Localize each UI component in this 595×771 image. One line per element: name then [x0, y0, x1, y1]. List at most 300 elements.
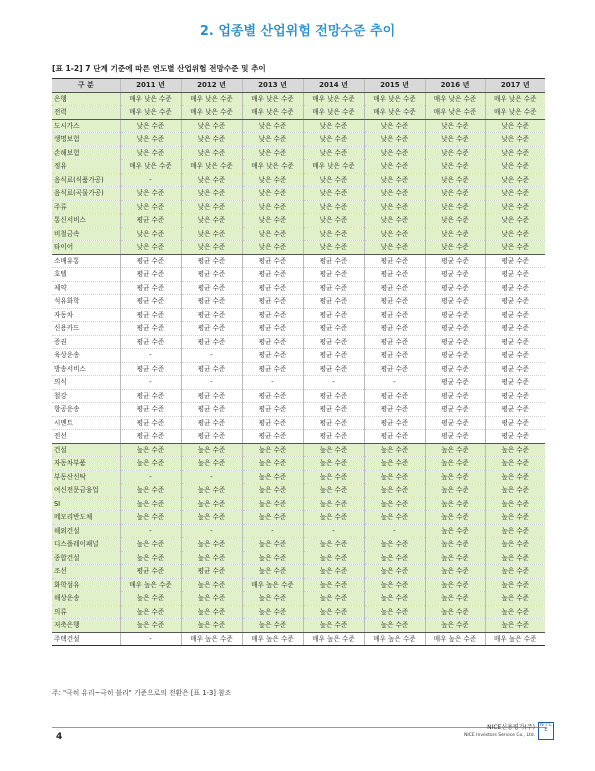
risk-level-cell: 낮은 수준	[303, 133, 364, 147]
risk-level-cell: 높은 수준	[242, 470, 303, 484]
risk-level-cell: 평균 수준	[181, 322, 242, 336]
risk-level-cell: 평균 수준	[120, 254, 181, 268]
risk-level-cell: 높은 수준	[485, 457, 545, 471]
risk-level-cell: 높은 수준	[120, 538, 181, 552]
risk-level-cell: 높은 수준	[485, 565, 545, 579]
risk-level-cell: 높은 수준	[181, 497, 242, 511]
risk-level-cell: 평균 수준	[120, 308, 181, 322]
risk-level-cell: 평균 수준	[242, 389, 303, 403]
industry-label: 도시가스	[52, 119, 120, 133]
risk-level-cell: 낮은 수준	[485, 200, 545, 214]
industry-label: 방송서비스	[52, 362, 120, 376]
risk-level-cell: 높은 수준	[425, 551, 485, 565]
industry-label: 석유화학	[52, 295, 120, 309]
risk-level-cell: 높은 수준	[485, 511, 545, 525]
risk-level-cell: 높은 수준	[120, 592, 181, 606]
table-row	[52, 268, 545, 282]
risk-level-cell: 매우 낮은 수준	[120, 160, 181, 174]
risk-level-cell: 낮은 수준	[303, 227, 364, 241]
risk-level-cell: 평균 수준	[485, 322, 545, 336]
table-row	[52, 281, 545, 295]
risk-level-cell: 높은 수준	[364, 457, 425, 471]
risk-level-cell: -	[120, 349, 181, 363]
risk-level-cell: 평균 수준	[364, 322, 425, 336]
industry-label: 해상운송	[52, 592, 120, 606]
industry-label: 화학섬유	[52, 578, 120, 592]
risk-level-cell: 낮은 수준	[242, 187, 303, 201]
risk-level-cell: 높은 수준	[425, 511, 485, 525]
table-row	[52, 619, 545, 633]
risk-level-cell: 높은 수준	[364, 605, 425, 619]
risk-level-cell: 높은 수준	[181, 511, 242, 525]
risk-level-cell: 평균 수준	[425, 322, 485, 336]
risk-level-cell: 평균 수준	[364, 335, 425, 349]
risk-level-cell: 낮은 수준	[485, 227, 545, 241]
risk-level-cell: 높은 수준	[242, 565, 303, 579]
table-caption: [표 1-2] 7 단계 기준에 따른 연도별 산업위험 전망수준 및 추이	[52, 64, 266, 73]
risk-level-cell: 높은 수준	[364, 511, 425, 525]
risk-level-cell: 낮은 수준	[120, 241, 181, 255]
table-row	[52, 119, 545, 133]
risk-level-cell: 평균 수준	[120, 335, 181, 349]
table-row	[52, 254, 545, 268]
risk-level-cell: 높은 수준	[303, 497, 364, 511]
risk-level-cell: 매우 낮은 수준	[485, 92, 545, 106]
risk-level-cell: 낮은 수준	[303, 187, 364, 201]
risk-level-cell: 높은 수준	[425, 497, 485, 511]
risk-level-cell: 높은 수준	[303, 484, 364, 498]
risk-level-table	[52, 78, 545, 646]
risk-level-cell: 평균 수준	[364, 254, 425, 268]
industry-label: 종합건설	[52, 551, 120, 565]
table-row	[52, 200, 545, 214]
risk-level-cell: 낮은 수준	[120, 146, 181, 160]
risk-level-cell: 낮은 수준	[364, 241, 425, 255]
risk-level-cell: 평균 수준	[120, 416, 181, 430]
risk-level-cell: 평균 수준	[181, 295, 242, 309]
industry-label: 철강	[52, 389, 120, 403]
header-year: 2013 년	[242, 79, 303, 93]
risk-level-cell: 높은 수준	[485, 619, 545, 633]
table-row	[52, 335, 545, 349]
risk-level-cell: -	[364, 376, 425, 390]
risk-level-cell: 평균 수준	[425, 295, 485, 309]
risk-level-cell: 낮은 수준	[303, 241, 364, 255]
risk-level-cell: 낮은 수준	[120, 200, 181, 214]
table-header-row	[52, 79, 545, 93]
risk-level-cell: 낮은 수준	[120, 119, 181, 133]
risk-level-cell: 평균 수준	[181, 281, 242, 295]
risk-level-cell: 평균 수준	[242, 403, 303, 417]
risk-level-cell: 매우 낮은 수준	[242, 106, 303, 120]
risk-level-cell: 낮은 수준	[425, 119, 485, 133]
risk-level-cell: 높은 수준	[485, 497, 545, 511]
risk-level-cell: 높은 수준	[120, 605, 181, 619]
risk-level-cell: 평균 수준	[364, 389, 425, 403]
industry-label: 의류	[52, 605, 120, 619]
risk-level-cell: 높은 수준	[181, 443, 242, 457]
risk-level-cell: 높은 수준	[242, 457, 303, 471]
risk-level-cell: 평균 수준	[485, 281, 545, 295]
risk-level-cell: 평균 수준	[242, 335, 303, 349]
risk-level-cell: 평균 수준	[485, 335, 545, 349]
risk-level-cell: 평균 수준	[242, 430, 303, 444]
industry-label: 손해보험	[52, 146, 120, 160]
risk-level-cell: 낮은 수준	[425, 227, 485, 241]
table-row	[52, 403, 545, 417]
risk-level-cell: 매우 낮은 수준	[425, 92, 485, 106]
industry-label: 여신전문금융업	[52, 484, 120, 498]
risk-level-cell: 평균 수준	[120, 214, 181, 228]
risk-level-cell: 높은 수준	[303, 565, 364, 579]
risk-level-cell: 매우 낮은 수준	[303, 160, 364, 174]
table-row	[52, 308, 545, 322]
risk-level-cell: 평균 수준	[485, 430, 545, 444]
risk-level-cell: 낮은 수준	[303, 146, 364, 160]
risk-level-cell: 낮은 수준	[181, 227, 242, 241]
risk-level-cell: 높은 수준	[364, 551, 425, 565]
industry-label: 신용카드	[52, 322, 120, 336]
risk-level-cell: -	[120, 524, 181, 538]
risk-level-cell: 높은 수준	[485, 443, 545, 457]
risk-level-cell: 낮은 수준	[485, 146, 545, 160]
risk-level-cell: -	[120, 173, 181, 187]
risk-level-cell: 평균 수준	[303, 295, 364, 309]
risk-level-cell: 낮은 수준	[485, 133, 545, 147]
risk-level-cell: 낮은 수준	[181, 119, 242, 133]
table-row	[52, 173, 545, 187]
header-year: 2016 년	[425, 79, 485, 93]
risk-level-cell: 높은 수준	[120, 551, 181, 565]
risk-level-cell: -	[181, 349, 242, 363]
risk-level-cell: -	[181, 470, 242, 484]
risk-level-cell: 평균 수준	[425, 416, 485, 430]
industry-label: SI	[52, 497, 120, 511]
risk-level-cell: 낮은 수준	[242, 200, 303, 214]
industry-label: 정유	[52, 160, 120, 174]
risk-level-cell: 평균 수준	[425, 308, 485, 322]
risk-level-cell: 낮은 수준	[485, 160, 545, 174]
table-row	[52, 362, 545, 376]
risk-level-cell: 매우 낮은 수준	[181, 160, 242, 174]
brand-subtitle: NICE Investors Service Co., Ltd.	[464, 733, 535, 738]
risk-level-cell: 높은 수준	[425, 592, 485, 606]
risk-level-cell: 높은 수준	[120, 511, 181, 525]
risk-level-cell: 평균 수준	[120, 565, 181, 579]
risk-level-cell: 높은 수준	[120, 484, 181, 498]
industry-label: 증권	[52, 335, 120, 349]
risk-level-cell: 평균 수준	[364, 281, 425, 295]
risk-level-cell: 높은 수준	[303, 619, 364, 633]
risk-level-cell: 낮은 수준	[425, 133, 485, 147]
risk-level-cell: 낮은 수준	[364, 160, 425, 174]
risk-level-cell: 평균 수준	[303, 308, 364, 322]
risk-level-cell: 높은 수준	[364, 484, 425, 498]
risk-level-cell: 평균 수준	[425, 430, 485, 444]
risk-level-cell: 높은 수준	[242, 484, 303, 498]
table-row	[52, 511, 545, 525]
footnote: 주: "극히 유리~극히 불리" 기준으로의 전환은 [표 1-3] 참조	[52, 689, 232, 697]
risk-level-cell: 높은 수준	[364, 619, 425, 633]
risk-level-cell: 낮은 수준	[120, 227, 181, 241]
industry-label: 제약	[52, 281, 120, 295]
risk-level-cell: 높은 수준	[303, 592, 364, 606]
risk-level-cell: 높은 수준	[425, 565, 485, 579]
risk-level-cell: 평균 수준	[303, 362, 364, 376]
industry-label: 주택건설	[52, 632, 120, 646]
table-row	[52, 187, 545, 201]
table-row	[52, 146, 545, 160]
risk-level-cell: 평균 수준	[485, 403, 545, 417]
table-row	[52, 322, 545, 336]
risk-level-cell: 높은 수준	[364, 470, 425, 484]
risk-level-cell: 높은 수준	[485, 592, 545, 606]
industry-label: 타이어	[52, 241, 120, 255]
risk-level-cell: 낮은 수준	[425, 200, 485, 214]
table-row	[52, 632, 545, 646]
risk-level-cell: 높은 수준	[242, 538, 303, 552]
industry-label: 조선	[52, 565, 120, 579]
risk-level-cell: 평균 수준	[425, 403, 485, 417]
table-row	[52, 484, 545, 498]
industry-label: 전력	[52, 106, 120, 120]
risk-level-cell: 낮은 수준	[242, 214, 303, 228]
industry-label: 호텔	[52, 268, 120, 282]
industry-label: 자동차	[52, 308, 120, 322]
risk-level-cell: 매우 낮은 수준	[364, 106, 425, 120]
table-row	[52, 605, 545, 619]
risk-level-cell: 평균 수준	[303, 268, 364, 282]
industry-label: 디스플레이패널	[52, 538, 120, 552]
risk-level-cell: 높은 수준	[120, 497, 181, 511]
risk-level-cell: 낮은 수준	[425, 187, 485, 201]
risk-level-cell: 평균 수준	[303, 335, 364, 349]
risk-level-cell: 평균 수준	[242, 268, 303, 282]
risk-level-cell: 낮은 수준	[242, 241, 303, 255]
risk-level-cell: 평균 수준	[485, 389, 545, 403]
risk-level-cell: 평균 수준	[242, 308, 303, 322]
industry-label: 해외건설	[52, 524, 120, 538]
risk-level-cell: 높은 수준	[364, 538, 425, 552]
table-row	[52, 443, 545, 457]
risk-level-cell: 평균 수준	[364, 416, 425, 430]
risk-level-cell: 낮은 수준	[364, 227, 425, 241]
risk-level-cell: 낮은 수준	[242, 133, 303, 147]
risk-level-cell: 평균 수준	[181, 430, 242, 444]
table-row	[52, 565, 545, 579]
table-row	[52, 349, 545, 363]
industry-label: 육상운송	[52, 349, 120, 363]
risk-level-cell: 평균 수준	[120, 430, 181, 444]
risk-level-cell: 평균 수준	[303, 416, 364, 430]
industry-label: 소매유통	[52, 254, 120, 268]
risk-level-cell: 평균 수준	[303, 403, 364, 417]
risk-level-cell: 낮은 수준	[242, 146, 303, 160]
risk-level-cell: 높은 수준	[485, 484, 545, 498]
industry-label: 부동산신탁	[52, 470, 120, 484]
risk-level-cell: 낮은 수준	[303, 119, 364, 133]
risk-level-cell: 평균 수준	[485, 254, 545, 268]
risk-level-cell: 평균 수준	[303, 349, 364, 363]
risk-level-cell: 평균 수준	[303, 322, 364, 336]
risk-level-cell: 높은 수준	[181, 551, 242, 565]
risk-level-cell: 평균 수준	[485, 308, 545, 322]
risk-level-cell: 평균 수준	[120, 281, 181, 295]
risk-level-cell: 높은 수준	[425, 538, 485, 552]
brand-name: NICE신용평가(주)	[487, 724, 535, 731]
industry-label: 생명보험	[52, 133, 120, 147]
risk-level-cell: 평균 수준	[485, 376, 545, 390]
risk-level-cell: 낮은 수준	[181, 214, 242, 228]
industry-label: 메모리반도체	[52, 511, 120, 525]
risk-level-cell: 높은 수준	[242, 619, 303, 633]
risk-level-cell: 높은 수준	[181, 619, 242, 633]
risk-level-cell: 낮은 수준	[425, 160, 485, 174]
risk-level-cell: 평균 수준	[364, 362, 425, 376]
risk-level-cell: -	[242, 376, 303, 390]
risk-level-cell: 평균 수준	[303, 430, 364, 444]
risk-level-cell: 높은 수준	[120, 457, 181, 471]
table-row	[52, 538, 545, 552]
risk-level-cell: 평균 수준	[485, 295, 545, 309]
risk-level-cell: 평균 수준	[425, 376, 485, 390]
risk-level-cell: 매우 낮은 수준	[120, 106, 181, 120]
industry-label: 건설	[52, 443, 120, 457]
header-year: 2017 년	[485, 79, 545, 93]
table-row	[52, 160, 545, 174]
risk-level-cell: 높은 수준	[485, 551, 545, 565]
risk-level-cell: 높은 수준	[181, 457, 242, 471]
risk-level-cell: 매우 낮은 수준	[364, 92, 425, 106]
risk-level-cell: 평균 수준	[303, 281, 364, 295]
risk-level-cell: 낮은 수준	[485, 173, 545, 187]
risk-level-cell: 평균 수준	[425, 349, 485, 363]
risk-level-cell: 낮은 수준	[425, 241, 485, 255]
risk-level-cell: 평균 수준	[120, 322, 181, 336]
risk-level-cell: 높은 수준	[181, 592, 242, 606]
risk-level-cell: 높은 수준	[303, 551, 364, 565]
risk-level-cell: 낮은 수준	[364, 173, 425, 187]
risk-level-cell: 평균 수준	[242, 254, 303, 268]
risk-level-cell: 매우 낮은 수준	[181, 106, 242, 120]
risk-level-cell: 평균 수준	[425, 362, 485, 376]
risk-level-cell: 높은 수준	[364, 592, 425, 606]
risk-level-cell: 높은 수준	[425, 619, 485, 633]
risk-level-cell: 낮은 수준	[425, 146, 485, 160]
risk-level-cell: 평균 수준	[425, 254, 485, 268]
risk-level-cell: 높은 수준	[485, 578, 545, 592]
risk-level-cell: 평균 수준	[364, 268, 425, 282]
table-row	[52, 227, 545, 241]
risk-level-cell: 높은 수준	[303, 605, 364, 619]
table-row	[52, 470, 545, 484]
risk-level-cell: 평균 수준	[120, 403, 181, 417]
risk-level-cell: 평균 수준	[242, 295, 303, 309]
industry-label: 음식료(식품가공)	[52, 173, 120, 187]
risk-level-cell: 평균 수준	[181, 403, 242, 417]
risk-level-cell: 낮은 수준	[485, 214, 545, 228]
risk-level-cell: 평균 수준	[425, 268, 485, 282]
risk-level-cell: 매우 낮은 수준	[120, 92, 181, 106]
risk-level-cell: 매우 높은 수준	[242, 632, 303, 646]
risk-level-cell: 낮은 수준	[303, 214, 364, 228]
risk-level-cell: 매우 낮은 수준	[181, 92, 242, 106]
risk-level-cell: 높은 수준	[181, 538, 242, 552]
risk-level-cell: 매우 낮은 수준	[242, 160, 303, 174]
risk-level-cell: -	[181, 376, 242, 390]
risk-level-cell: 낮은 수준	[120, 133, 181, 147]
risk-level-cell: -	[181, 524, 242, 538]
risk-level-cell: 평균 수준	[425, 389, 485, 403]
risk-level-cell: 평균 수준	[364, 430, 425, 444]
risk-level-cell: 평균 수준	[242, 362, 303, 376]
header-year: 2014 년	[303, 79, 364, 93]
risk-level-cell: 평균 수준	[181, 362, 242, 376]
risk-level-cell: 평균 수준	[485, 268, 545, 282]
risk-level-cell: 평균 수준	[181, 308, 242, 322]
table-row	[52, 578, 545, 592]
risk-level-cell: 낮은 수준	[485, 119, 545, 133]
industry-label: 전선	[52, 430, 120, 444]
header-year: 2015 년	[364, 79, 425, 93]
risk-level-cell: 평균 수준	[181, 335, 242, 349]
risk-level-cell: 높은 수준	[485, 538, 545, 552]
table-row	[52, 497, 545, 511]
risk-level-cell: 높은 수준	[242, 443, 303, 457]
risk-level-cell: 매우 높은 수준	[242, 578, 303, 592]
risk-level-cell: 높은 수준	[242, 511, 303, 525]
risk-level-cell: 평균 수준	[181, 268, 242, 282]
risk-level-cell: 낮은 수준	[364, 187, 425, 201]
risk-level-cell: 높은 수준	[485, 470, 545, 484]
risk-level-cell: 평균 수준	[242, 349, 303, 363]
table-row	[52, 551, 545, 565]
risk-level-cell: 평균 수준	[181, 389, 242, 403]
risk-level-cell: 평균 수준	[485, 362, 545, 376]
risk-level-cell: 평균 수준	[242, 322, 303, 336]
risk-level-cell: 높은 수준	[242, 551, 303, 565]
risk-level-cell: 낮은 수준	[303, 200, 364, 214]
risk-level-cell: 높은 수준	[120, 619, 181, 633]
risk-level-cell: 매우 낮은 수준	[303, 106, 364, 120]
risk-level-cell: 낮은 수준	[242, 173, 303, 187]
industry-label: 의식	[52, 376, 120, 390]
risk-level-cell: 낮은 수준	[181, 187, 242, 201]
risk-level-cell: 매우 높은 수준	[364, 632, 425, 646]
risk-level-cell: 낮은 수준	[303, 173, 364, 187]
table-row	[52, 416, 545, 430]
header-category: 구 분	[52, 79, 120, 93]
risk-level-cell: -	[303, 524, 364, 538]
risk-level-cell: 높은 수준	[364, 565, 425, 579]
risk-level-cell: 평균 수준	[425, 281, 485, 295]
risk-level-cell: 높은 수준	[364, 497, 425, 511]
brand-text	[464, 724, 535, 740]
risk-level-cell: 높은 수준	[303, 578, 364, 592]
risk-level-cell: 높은 수준	[242, 592, 303, 606]
risk-level-cell: 평균 수준	[303, 389, 364, 403]
risk-level-cell: 높은 수준	[425, 605, 485, 619]
risk-level-cell: 높은 수준	[485, 524, 545, 538]
risk-level-cell: 평균 수준	[364, 403, 425, 417]
risk-level-cell: -	[120, 470, 181, 484]
table-row	[52, 376, 545, 390]
risk-level-cell: -	[364, 524, 425, 538]
risk-level-cell: 높은 수준	[242, 497, 303, 511]
risk-level-cell: 매우 낮은 수준	[303, 92, 364, 106]
risk-level-cell: 매우 높은 수준	[120, 578, 181, 592]
table-row	[52, 214, 545, 228]
